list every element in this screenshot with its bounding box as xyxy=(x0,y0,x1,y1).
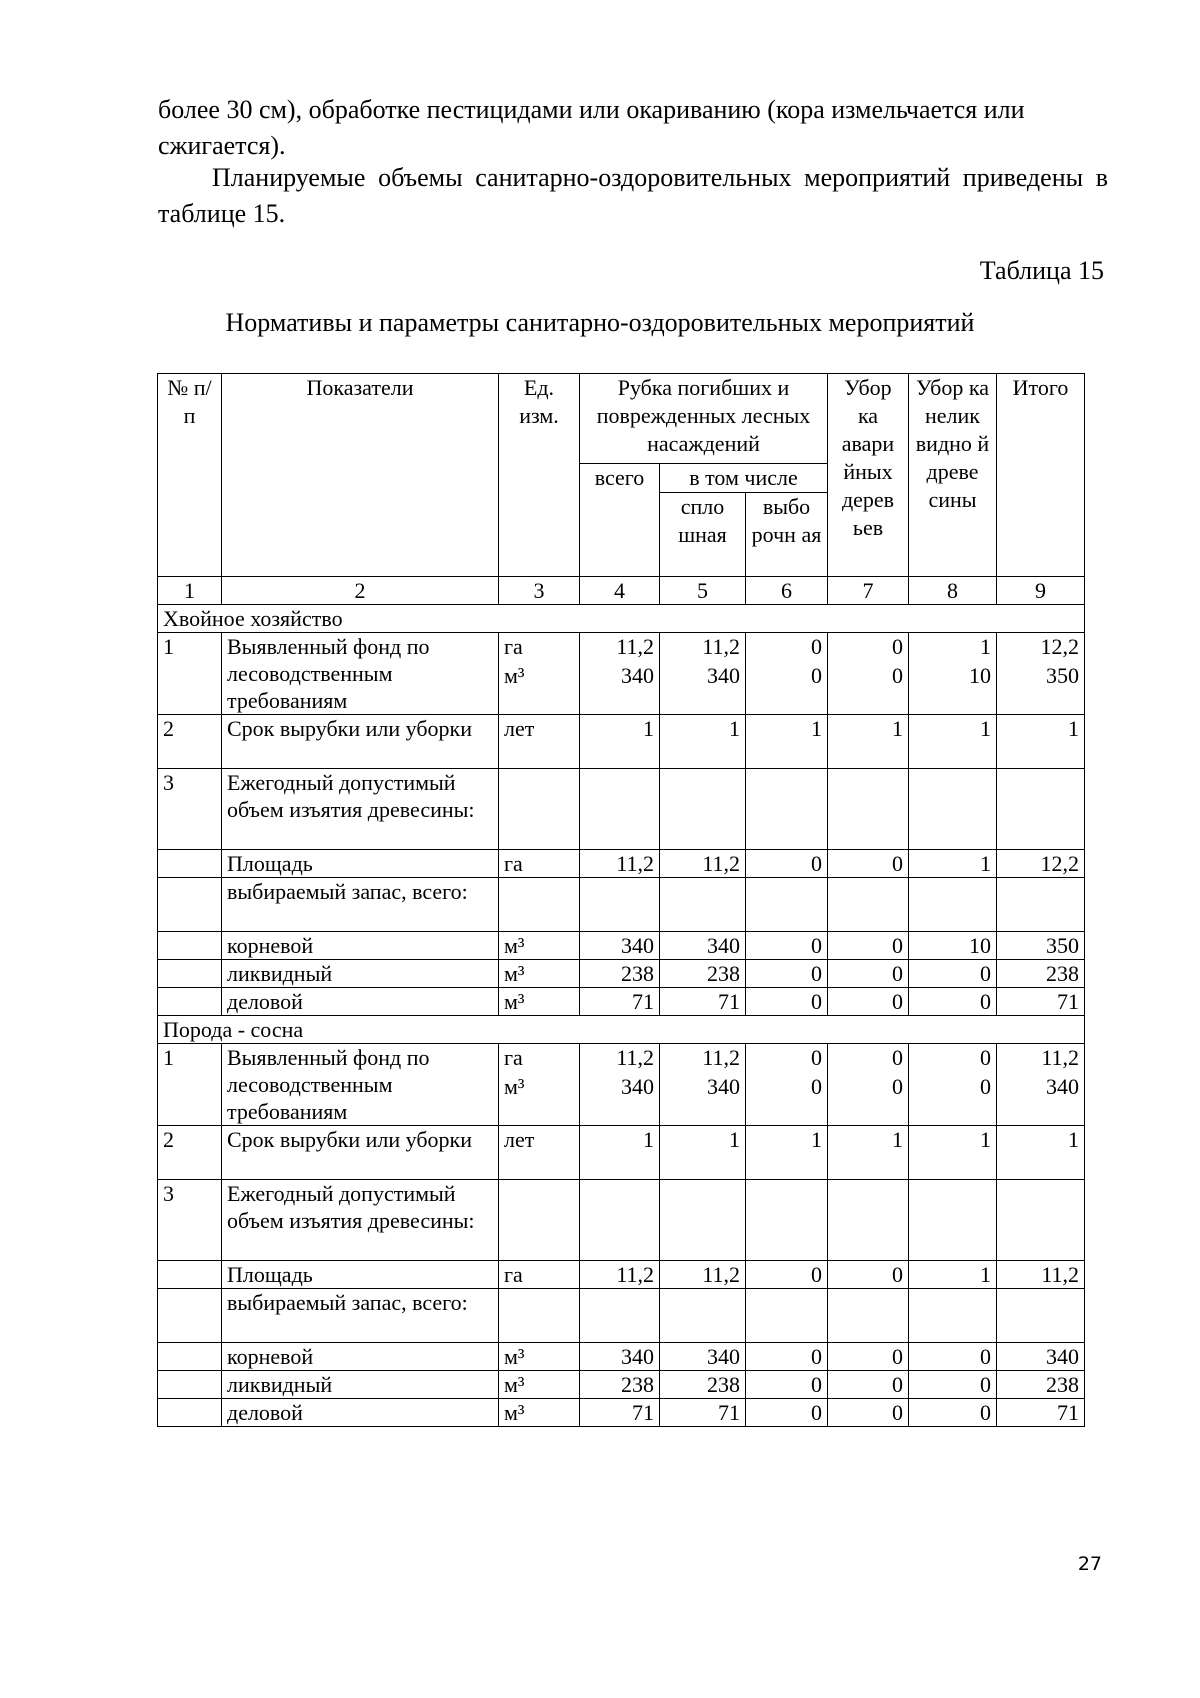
row-label: выбираемый запас, всего: xyxy=(222,1289,499,1343)
value-cell: 0 xyxy=(909,1073,997,1102)
value-cell: 1 xyxy=(828,1126,909,1180)
value-cell: 238 xyxy=(580,960,660,988)
value-cell: 0 xyxy=(746,960,828,988)
row-number: 1 xyxy=(158,633,222,715)
empty-cell xyxy=(580,769,660,850)
value-cell: 71 xyxy=(660,1399,746,1427)
value-cell: 11,2 xyxy=(660,850,746,878)
value-cell: 1 xyxy=(909,633,997,662)
value-cell: 340 xyxy=(660,662,746,691)
row-label: ликвидный xyxy=(222,960,499,988)
col-number: 3 xyxy=(499,577,580,605)
row-label: Ежегодный допустимый объем изъятия древесины: xyxy=(222,1180,499,1261)
row-number: 2 xyxy=(158,1126,222,1180)
col-number: 5 xyxy=(660,577,746,605)
empty-cell xyxy=(746,769,828,850)
value-cell: 0 xyxy=(828,1261,909,1289)
empty-cell xyxy=(828,878,909,932)
value-cell: 0 xyxy=(746,1044,828,1073)
value-cell: 1 xyxy=(909,715,997,769)
value-cell: 340 xyxy=(660,1343,746,1371)
table-row xyxy=(158,1044,1085,1073)
row-label: корневой xyxy=(222,932,499,960)
empty-cell xyxy=(499,878,580,932)
empty-cell xyxy=(499,1102,580,1126)
value-cell: 0 xyxy=(746,1073,828,1102)
page-number: 27 xyxy=(1077,1553,1102,1575)
unit-cell: м³ xyxy=(499,1073,580,1102)
table-row xyxy=(158,1261,1085,1289)
value-cell: 1 xyxy=(997,715,1085,769)
col-number: 7 xyxy=(828,577,909,605)
unit-cell: га xyxy=(499,850,580,878)
value-cell: 1 xyxy=(909,1261,997,1289)
row-label: Срок вырубки или уборки xyxy=(222,715,499,769)
table-row xyxy=(158,1126,1085,1180)
column-numbers-row xyxy=(158,577,1085,605)
table-row xyxy=(158,960,1085,988)
value-cell: 0 xyxy=(746,1261,828,1289)
value-cell: 1 xyxy=(909,850,997,878)
value-cell: 71 xyxy=(580,1399,660,1427)
empty-cell xyxy=(580,1102,660,1126)
value-cell: 71 xyxy=(660,988,746,1016)
value-cell: 1 xyxy=(660,1126,746,1180)
empty-cell xyxy=(158,850,222,878)
col-number: 1 xyxy=(158,577,222,605)
value-cell: 238 xyxy=(997,960,1085,988)
col-number: 4 xyxy=(580,577,660,605)
empty-cell xyxy=(746,1180,828,1261)
col-number: 9 xyxy=(997,577,1085,605)
value-cell: 0 xyxy=(828,662,909,691)
empty-cell xyxy=(746,1102,828,1126)
unit-cell: м³ xyxy=(499,960,580,988)
empty-cell xyxy=(580,691,660,715)
empty-cell xyxy=(158,1399,222,1427)
empty-cell xyxy=(580,878,660,932)
empty-cell xyxy=(660,1180,746,1261)
section-header-row xyxy=(158,605,1085,633)
value-cell: 340 xyxy=(580,662,660,691)
row-label: Площадь xyxy=(222,1261,499,1289)
unit-cell: га xyxy=(499,1044,580,1073)
empty-cell xyxy=(660,769,746,850)
row-label: Ежегодный допустимый объем изъятия древесины: xyxy=(222,769,499,850)
header-num: № п/п xyxy=(158,374,222,577)
header-indicators: Показатели xyxy=(222,374,499,577)
table-row xyxy=(158,1289,1085,1343)
unit-cell: га xyxy=(499,1261,580,1289)
empty-cell xyxy=(158,932,222,960)
unit-cell: лет xyxy=(499,1126,580,1180)
value-cell: 0 xyxy=(828,1044,909,1073)
value-cell: 1 xyxy=(660,715,746,769)
table-row xyxy=(158,850,1085,878)
paragraph-2: Планируемые объемы санитарно-оздоровительных мероприятий приведены в таблице 15. xyxy=(158,163,1108,228)
row-number: 2 xyxy=(158,715,222,769)
empty-cell xyxy=(997,878,1085,932)
table-caption: Таблица 15 xyxy=(979,256,1104,285)
header-felling-total: всего xyxy=(580,464,660,577)
empty-cell xyxy=(158,1289,222,1343)
empty-cell xyxy=(660,1102,746,1126)
section-title: Хвойное хозяйство xyxy=(158,605,1085,633)
header-illiquid-cleanup: Убор ка нелик видно й древе сины xyxy=(909,374,997,577)
value-cell: 10 xyxy=(909,662,997,691)
empty-cell xyxy=(909,1289,997,1343)
empty-cell xyxy=(580,1180,660,1261)
empty-cell xyxy=(997,1180,1085,1261)
unit-cell: м³ xyxy=(499,1371,580,1399)
value-cell: 238 xyxy=(580,1371,660,1399)
value-cell: 0 xyxy=(828,988,909,1016)
value-cell: 11,2 xyxy=(580,633,660,662)
empty-cell xyxy=(828,1289,909,1343)
table-row xyxy=(158,1180,1085,1261)
empty-cell xyxy=(499,1289,580,1343)
value-cell: 0 xyxy=(746,850,828,878)
row-label: ликвидный xyxy=(222,1371,499,1399)
value-cell: 0 xyxy=(828,850,909,878)
value-cell: 0 xyxy=(909,1343,997,1371)
table-row xyxy=(158,988,1085,1016)
header-selective-cut: выбо рочн ая xyxy=(746,493,828,577)
value-cell: 0 xyxy=(746,932,828,960)
value-cell: 1 xyxy=(828,715,909,769)
value-cell: 1 xyxy=(580,715,660,769)
header-emergency-cleanup: Убор ка авари йных дерев ьев xyxy=(828,374,909,577)
row-number: 3 xyxy=(158,1180,222,1261)
header-total: Итого xyxy=(997,374,1085,577)
header-including: в том числе xyxy=(660,464,828,493)
value-cell: 340 xyxy=(997,1343,1085,1371)
empty-cell xyxy=(499,769,580,850)
section-header-row xyxy=(158,1016,1085,1044)
value-cell: 0 xyxy=(909,1371,997,1399)
unit-cell: м³ xyxy=(499,932,580,960)
empty-cell xyxy=(660,878,746,932)
value-cell: 238 xyxy=(660,1371,746,1399)
value-cell: 71 xyxy=(580,988,660,1016)
value-cell: 0 xyxy=(746,1343,828,1371)
value-cell: 1 xyxy=(580,1126,660,1180)
empty-cell xyxy=(909,878,997,932)
unit-cell: м³ xyxy=(499,1343,580,1371)
value-cell: 1 xyxy=(997,1126,1085,1180)
empty-cell xyxy=(580,1289,660,1343)
value-cell: 71 xyxy=(997,1399,1085,1427)
value-cell: 0 xyxy=(746,633,828,662)
value-cell: 11,2 xyxy=(997,1261,1085,1289)
value-cell: 0 xyxy=(909,988,997,1016)
row-label: Срок вырубки или уборки xyxy=(222,1126,499,1180)
empty-cell xyxy=(499,1180,580,1261)
empty-cell xyxy=(909,691,997,715)
table-row xyxy=(158,1343,1085,1371)
empty-cell xyxy=(746,1289,828,1343)
table-row xyxy=(158,769,1085,850)
empty-cell xyxy=(909,1180,997,1261)
value-cell: 350 xyxy=(997,662,1085,691)
value-cell: 0 xyxy=(746,1399,828,1427)
value-cell: 340 xyxy=(660,932,746,960)
value-cell: 0 xyxy=(909,1044,997,1073)
value-cell: 0 xyxy=(746,662,828,691)
empty-cell xyxy=(828,1102,909,1126)
empty-cell xyxy=(660,1289,746,1343)
value-cell: 0 xyxy=(746,988,828,1016)
empty-cell xyxy=(158,1371,222,1399)
row-label: деловой xyxy=(222,1399,499,1427)
empty-cell xyxy=(499,691,580,715)
section-title: Порода - сосна xyxy=(158,1016,1085,1044)
value-cell: 0 xyxy=(828,1343,909,1371)
value-cell: 0 xyxy=(828,633,909,662)
empty-cell xyxy=(909,1102,997,1126)
empty-cell xyxy=(746,691,828,715)
value-cell: 340 xyxy=(580,1343,660,1371)
unit-cell: м³ xyxy=(499,662,580,691)
value-cell: 0 xyxy=(909,1399,997,1427)
empty-cell xyxy=(997,1102,1085,1126)
value-cell: 11,2 xyxy=(660,633,746,662)
value-cell: 1 xyxy=(909,1126,997,1180)
row-label: Выявленный фонд по лесоводственным требованиям xyxy=(222,633,499,715)
unit-cell: лет xyxy=(499,715,580,769)
value-cell: 11,2 xyxy=(660,1261,746,1289)
empty-cell xyxy=(997,1289,1085,1343)
value-cell: 1 xyxy=(746,1126,828,1180)
empty-cell xyxy=(828,769,909,850)
value-cell: 11,2 xyxy=(580,1044,660,1073)
value-cell: 0 xyxy=(909,960,997,988)
value-cell: 238 xyxy=(997,1371,1085,1399)
unit-cell: м³ xyxy=(499,1399,580,1427)
value-cell: 11,2 xyxy=(580,1261,660,1289)
table-row xyxy=(158,715,1085,769)
empty-cell xyxy=(158,878,222,932)
value-cell: 12,2 xyxy=(997,633,1085,662)
sanitary-measures-table xyxy=(157,373,1085,1427)
value-cell: 340 xyxy=(660,1073,746,1102)
empty-cell xyxy=(909,769,997,850)
value-cell: 0 xyxy=(746,1371,828,1399)
table-row xyxy=(158,878,1085,932)
col-number: 8 xyxy=(909,577,997,605)
table-title: Нормативы и параметры санитарно-оздоровительных мероприятий xyxy=(225,308,975,337)
empty-cell xyxy=(997,769,1085,850)
row-number: 1 xyxy=(158,1044,222,1126)
empty-cell xyxy=(828,1180,909,1261)
header-felling: Рубка погибших и поврежденных лесных насаждений xyxy=(580,374,828,464)
header-clear-cut: спло шная xyxy=(660,493,746,577)
empty-cell xyxy=(158,1261,222,1289)
row-label: деловой xyxy=(222,988,499,1016)
row-label: выбираемый запас, всего: xyxy=(222,878,499,932)
value-cell: 0 xyxy=(828,1371,909,1399)
empty-cell xyxy=(660,691,746,715)
value-cell: 10 xyxy=(909,932,997,960)
table-row xyxy=(158,1399,1085,1427)
value-cell: 11,2 xyxy=(997,1044,1085,1073)
unit-cell: м³ xyxy=(499,988,580,1016)
value-cell: 11,2 xyxy=(580,850,660,878)
table-row xyxy=(158,633,1085,662)
empty-cell xyxy=(158,988,222,1016)
value-cell: 350 xyxy=(997,932,1085,960)
empty-cell xyxy=(158,1343,222,1371)
header-unit: Ед. изм. xyxy=(499,374,580,577)
row-number: 3 xyxy=(158,769,222,850)
empty-cell xyxy=(746,878,828,932)
unit-cell: га xyxy=(499,633,580,662)
value-cell: 238 xyxy=(660,960,746,988)
table-row xyxy=(158,1371,1085,1399)
value-cell: 12,2 xyxy=(997,850,1085,878)
value-cell: 0 xyxy=(828,932,909,960)
col-number: 6 xyxy=(746,577,828,605)
empty-cell xyxy=(158,960,222,988)
value-cell: 340 xyxy=(997,1073,1085,1102)
row-label: корневой xyxy=(222,1343,499,1371)
value-cell: 11,2 xyxy=(660,1044,746,1073)
value-cell: 0 xyxy=(828,1399,909,1427)
value-cell: 340 xyxy=(580,932,660,960)
value-cell: 1 xyxy=(746,715,828,769)
value-cell: 71 xyxy=(997,988,1085,1016)
row-label: Выявленный фонд по лесоводственным требованиям xyxy=(222,1044,499,1126)
value-cell: 340 xyxy=(580,1073,660,1102)
empty-cell xyxy=(828,691,909,715)
row-label: Площадь xyxy=(222,850,499,878)
value-cell: 0 xyxy=(828,960,909,988)
value-cell: 0 xyxy=(828,1073,909,1102)
table-row xyxy=(158,932,1085,960)
empty-cell xyxy=(997,691,1085,715)
col-number: 2 xyxy=(222,577,499,605)
paragraph-1: более 30 см), обработке пестицидами или окариванию (кора измельчается или сжигается). xyxy=(158,95,1025,160)
